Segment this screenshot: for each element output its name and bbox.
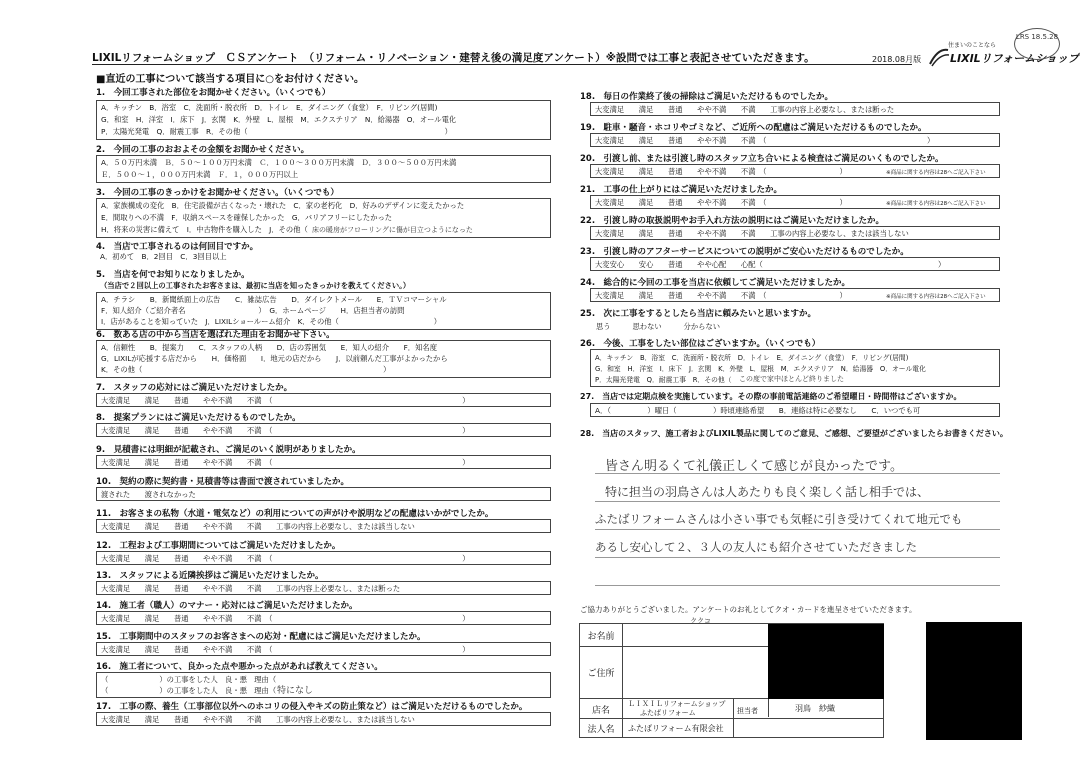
option-row[interactable]: 大変満足 満足 普通 やや不満 不満 （ ） bbox=[595, 167, 847, 176]
ruled-line bbox=[595, 529, 1000, 530]
option-row[interactable]: 大変満足 満足 普通 やや不満 不満 工事の内容上必要なし、または該当しない bbox=[101, 715, 415, 724]
comment-area[interactable] bbox=[595, 443, 1000, 588]
answer-box bbox=[96, 393, 551, 407]
answer-box bbox=[590, 164, 1000, 178]
option-row[interactable]: Ｅ．５００～１，０００万円未満 Ｆ．１，０００万円以上 bbox=[101, 170, 299, 179]
question-title: 10. 契約の際に契約書・見積書等は書面で渡されていましたか。 bbox=[96, 477, 350, 487]
answer-box bbox=[96, 100, 551, 140]
question-title: 25. 次に工事をするとしたら当店に頼みたいと思いますか。 bbox=[580, 309, 817, 319]
form-version: 2018.08月版 bbox=[872, 55, 922, 64]
question-title: 1. 今回工事された部位をお聞かせください。（いくつでも） bbox=[96, 88, 331, 98]
table-divider bbox=[622, 624, 623, 737]
option-row[interactable]: 大変満足 満足 普通 やや不満 不満 （ ） bbox=[101, 614, 470, 623]
answer-box bbox=[96, 423, 551, 437]
option-row[interactable]: 大変満足 満足 普通 やや不満 不満 工事の内容上必要なし、または断った bbox=[101, 584, 401, 593]
option-row[interactable]: F．知人紹介（ご紹介者名 ） G．ホームページ H．店担当者の訪問 bbox=[101, 306, 405, 315]
option-row[interactable]: A．信頼性 B．提案力 C．スタッフの人柄 D．店の雰囲気 E．知人の紹介 F．知名度 bbox=[101, 343, 437, 352]
table-divider bbox=[768, 698, 769, 717]
option-row[interactable]: A．キッチン B．浴室 C．洗面所・脱衣所 D．トイレ E．ダイニング（食堂） F．リビング(居間) bbox=[101, 103, 438, 112]
question-title: 2. 今回の工事のおおよその金額をお聞かせください。 bbox=[96, 145, 310, 155]
option-row[interactable]: （ ）の工事をした人 良・悪 理由（ bbox=[101, 686, 277, 695]
option-row[interactable]: G．和室 H．洋室 I．床下 J．玄関 K．外壁 L．屋根 M．エクステリア N．給湯器 O．オール電化 bbox=[101, 115, 457, 124]
left-column bbox=[96, 0, 556, 764]
option-row[interactable]: 大変満足 満足 普通 やや不満 不満 工事の内容上必要なし、または該当しない bbox=[101, 522, 415, 531]
question-title: 18. 毎日の作業終了後の掃除はご満足いただけるものでしたか。 bbox=[580, 92, 834, 102]
ruled-line bbox=[595, 585, 1000, 586]
answer-box bbox=[96, 155, 551, 183]
option-row[interactable]: 大変満足 満足 普通 やや不満 不満 （ ） bbox=[595, 198, 847, 207]
option-row[interactable]: 渡された 渡されなかった bbox=[101, 490, 196, 499]
logo-text: LIXILリフォームショップ bbox=[950, 52, 1079, 65]
staff-value: 羽鳥 紗織 bbox=[795, 704, 835, 713]
option-row[interactable]: 大変満足 満足 普通 やや不満 不満 工事の内容上必要なし、または該当しない bbox=[595, 229, 909, 238]
redaction bbox=[926, 622, 1022, 740]
answer-box bbox=[590, 226, 1000, 240]
option-row[interactable]: 大変満足 満足 普通 やや不満 不満 （ ） bbox=[101, 396, 470, 405]
option-row[interactable]: 大変満足 満足 普通 やや不満 不満 （ ） bbox=[101, 458, 470, 467]
answer-box bbox=[590, 349, 1000, 387]
option-row[interactable]: K．その他（ ） bbox=[101, 365, 391, 374]
answer-box bbox=[96, 198, 551, 238]
question-title: 27. 当店では定期点検を実施しています。その際の事前電話連絡のご希望曜日・時間帯はございますか。 bbox=[580, 392, 962, 401]
question-title: 11. お客さまの私物（水道・電気など）の利用についての声がけや説明などの配慮はいかがでしたか。 bbox=[96, 509, 494, 519]
answer-box bbox=[96, 611, 551, 625]
option-row[interactable]: 大変満足 満足 普通 やや不満 不満 工事の内容上必要なし、または断った bbox=[595, 105, 895, 114]
question-title: 15. 工事期間中のスタッフのお客さまへの応対・配慮にはご満足いただけましたか。 bbox=[96, 632, 426, 642]
option-row[interactable]: A．５０万円未満 Ｂ．５０～１００万円未満 Ｃ．１００～３００万円未満 Ｄ．３００～５００万円未満 bbox=[101, 158, 457, 167]
store-value: ふたばリフォーム bbox=[640, 709, 696, 717]
answer-box bbox=[590, 195, 1000, 209]
answer-box bbox=[96, 642, 551, 656]
question-title: 14. 施工者（職人）のマナー・応対にはご満足いただけましたか。 bbox=[96, 601, 358, 611]
question-title: 20. 引渡し前、または引渡し時のスタッフ立ち合いによる検査はご満足のいくものでしたか。 bbox=[580, 154, 944, 164]
option-row[interactable]: A．キッチン B．浴室 C．洗面所・脱衣所 D．トイレ E．ダイニング（食堂） F．リビング(居間) bbox=[595, 354, 909, 362]
question-title: 17. 工事の際、養生（工事部位以外へのホコリの侵入やキズの防止策など）はご満足いただけるものでしたか。 bbox=[96, 702, 528, 712]
question-title: 22. 引渡し時の取扱説明やお手入れ方法の説明にはご満足いただけましたか。 bbox=[580, 216, 885, 226]
question-title: 7. スタッフの応対にはご満足いただけましたか。 bbox=[96, 383, 293, 393]
company-label: 法人名 bbox=[587, 725, 615, 735]
answer-box bbox=[96, 455, 551, 469]
option-row[interactable]: I．店があることを知っていた J．LIXILショールーム紹介 K．その他（ ） bbox=[101, 317, 441, 326]
question-subtitle: （当店で２回以上の工事されたお客さまは、最初に当店を知ったきっかけを教えてください。） bbox=[100, 281, 411, 290]
handwritten-comment: 皆さん明るくて礼儀正しくて感じが良かったです。 bbox=[605, 459, 903, 474]
option-row[interactable]: E．間取りへの不満 F．収納スペースを確保したかった G．バリアフリーにしたかった bbox=[101, 213, 393, 222]
question-title: 9. 見積書には明細が記載され、ご満足のいく説明がありましたか。 bbox=[96, 445, 361, 455]
answer-box bbox=[96, 551, 551, 565]
option-row[interactable]: A．チラシ B．新聞紙面上の広告 C．雑誌広告 D．ダイレクトメール E．ＴＶコマーシャル bbox=[101, 295, 447, 304]
staff-label: 担当者 bbox=[737, 707, 758, 715]
address-label: ご住所 bbox=[587, 669, 615, 679]
option-row[interactable]: A．初めて B．2回目 C．3回目以上 bbox=[100, 252, 227, 261]
option-row[interactable]: （ ）の工事をした人 良・悪 理由（ bbox=[101, 675, 277, 684]
question-title: 13. スタッフによる近隣挨拶はご満足いただけましたか。 bbox=[96, 571, 324, 581]
option-row[interactable]: A．（ ）曜日（ ）時頃連絡希望 B．連絡は特に必要なし C．いつでも可 bbox=[595, 406, 921, 415]
answer-box bbox=[590, 288, 1000, 302]
answer-box bbox=[590, 102, 1000, 116]
answer-box bbox=[96, 340, 551, 378]
handwritten-comment: 特に担当の羽鳥さんは人あたりも良く楽しく話し相手では、 bbox=[605, 485, 930, 499]
option-row[interactable]: G．和室 H．洋室 I．床下 J．玄関 K．外壁 L．屋根 M．エクステリア N．給湯器 O．オール電化 bbox=[595, 365, 926, 373]
option-row[interactable]: 大変満足 満足 普通 やや不満 不満 （ ） bbox=[101, 426, 470, 435]
answer-box bbox=[590, 257, 1000, 271]
survey-title: LIXILリフォームショップ ＣＳアンケート （リフォーム・リノベーション・建替え後の満足度アンケート）※設問では工事と表記させていただきます。 bbox=[92, 52, 815, 64]
customer-info-table bbox=[579, 617, 884, 738]
logo-tagline: 住まいのことなら bbox=[948, 42, 997, 49]
question-title: 28. 当店のスタッフ、施工者およびLIXIL製品に関してのご意見、ご感想、ご要望がございましたらお書きください。 bbox=[580, 429, 1008, 438]
answer-box bbox=[96, 519, 551, 533]
option-row[interactable]: 大変満足 満足 普通 やや不満 不満 （ ） bbox=[101, 645, 470, 654]
question-title: 21. 工事の仕上がりにはご満足いただけましたか。 bbox=[580, 185, 783, 195]
ruled-line bbox=[595, 557, 1000, 558]
question-title: 3. 今回の工事のきっかけをお聞かせください。（いくつでも） bbox=[96, 188, 339, 198]
question-title: 19. 駐車・騒音・ホコリやゴミなど、ご近所への配慮はご満足いただけるものでしたか。 bbox=[580, 123, 927, 133]
redaction bbox=[768, 624, 884, 699]
name-label: お名前 bbox=[587, 632, 615, 642]
ruled-line bbox=[595, 501, 1000, 502]
option-row[interactable]: 大変満足 満足 普通 やや不満 不満 （ ） bbox=[595, 291, 847, 300]
received-stamp: LRS 18.5.28 bbox=[1014, 28, 1060, 60]
answer-box bbox=[96, 581, 551, 595]
table-divider bbox=[580, 718, 883, 719]
question-title: 5. 当店を何でお知りになりましたか。 bbox=[96, 270, 250, 280]
question-title: 26. 今後、工事をしたい部位はございますか。（いくつでも） bbox=[580, 339, 821, 349]
option-row[interactable]: 大変満足 満足 普通 やや不満 不満 （ ） bbox=[595, 136, 935, 145]
option-row[interactable]: G．LIXILが応援する店だから H．価格面 I．地元の店だから J．以前頼んだ工事がよかったから bbox=[101, 354, 448, 363]
question-title: 24. 総合的に今回の工事を当店に依頼してご満足いただけましたか。 bbox=[580, 278, 851, 288]
company-value: ふたばリフォーム有限会社 bbox=[628, 724, 724, 733]
question-title: 8. 提案プランにはご満足いただけるものでしたか。 bbox=[96, 413, 301, 423]
note: ※商品に関する内容は28へご記入下さい bbox=[886, 170, 986, 176]
store-label: 店名 bbox=[591, 706, 610, 716]
intro-instruction: ■直近の工事について該当する項目に○をお付けください。 bbox=[96, 74, 364, 85]
store-value: ＬＩＸＩＬリフォームショップ bbox=[628, 700, 726, 708]
answer-box bbox=[96, 487, 551, 501]
note: ※商品に関する内容は28へご記入下さい bbox=[886, 201, 986, 207]
answer-box bbox=[590, 133, 1000, 147]
question-title: 4. 当店で工事されるのは何回目ですか。 bbox=[96, 242, 259, 252]
option-row[interactable]: 大変安心 安心 普通 やや心配 心配（ ） bbox=[595, 260, 946, 269]
option-row[interactable]: A．家族構成の変化 B．住宅設備が古くなった・壊れた C．家の老朽化 D．好みのデザインに変えたかった bbox=[101, 201, 465, 210]
answer-box bbox=[590, 403, 1000, 417]
option-row[interactable]: 思う 思わない 分からない bbox=[596, 322, 721, 331]
name-kana: ククコ bbox=[690, 617, 711, 625]
handwritten-comment: ふたばリフォームさんは小さい事でも気軽に引き受けてくれて地元でも bbox=[595, 512, 963, 526]
question-title: 12. 工程および工事期間についてはご満足いただけましたか。 bbox=[96, 541, 341, 551]
question-title: 16. 施工者について、良かった点や悪かった点があれば教えてください。 bbox=[96, 662, 383, 672]
handwritten-answer: 床の暖房がフローリングに傷が目立つようになった bbox=[312, 226, 473, 234]
answer-box bbox=[96, 712, 551, 726]
question-title: 23. 引渡し時のアフターサービスについての説明がご安心いただけるものでしたか。 bbox=[580, 247, 909, 257]
answer-box bbox=[96, 672, 551, 698]
option-row[interactable]: P．太陽光発電 Q．耐震工事 R．その他（ bbox=[595, 376, 732, 384]
answer-box bbox=[96, 292, 551, 330]
handwritten-answer: 特になし bbox=[277, 686, 314, 696]
handwritten-answer: この度で家中ほとんど終りました bbox=[739, 375, 844, 383]
question-title: 6. 数ある店の中から当店を選ばれた理由をお聞かせ下さい。 bbox=[96, 330, 335, 340]
handwritten-comment: あるし安心して２、３人の友人にも紹介させていただきました bbox=[595, 540, 917, 554]
table-divider bbox=[733, 698, 734, 737]
note: ※商品に関する内容は28へご記入下さい bbox=[886, 294, 986, 300]
option-row[interactable]: 大変満足 満足 普通 やや不満 不満 （ ） bbox=[101, 554, 470, 563]
thanks-message: ご協力ありがとうございました。アンケートのお礼としてクオ・カードを進呈させていただきます。 bbox=[580, 605, 917, 614]
option-row[interactable]: P．太陽光発電 Q．耐震工事 R．その他（ ） bbox=[101, 127, 452, 136]
option-row[interactable]: H．将来の災害に備えて I．中古物件を購入した J．その他（ bbox=[101, 225, 308, 234]
